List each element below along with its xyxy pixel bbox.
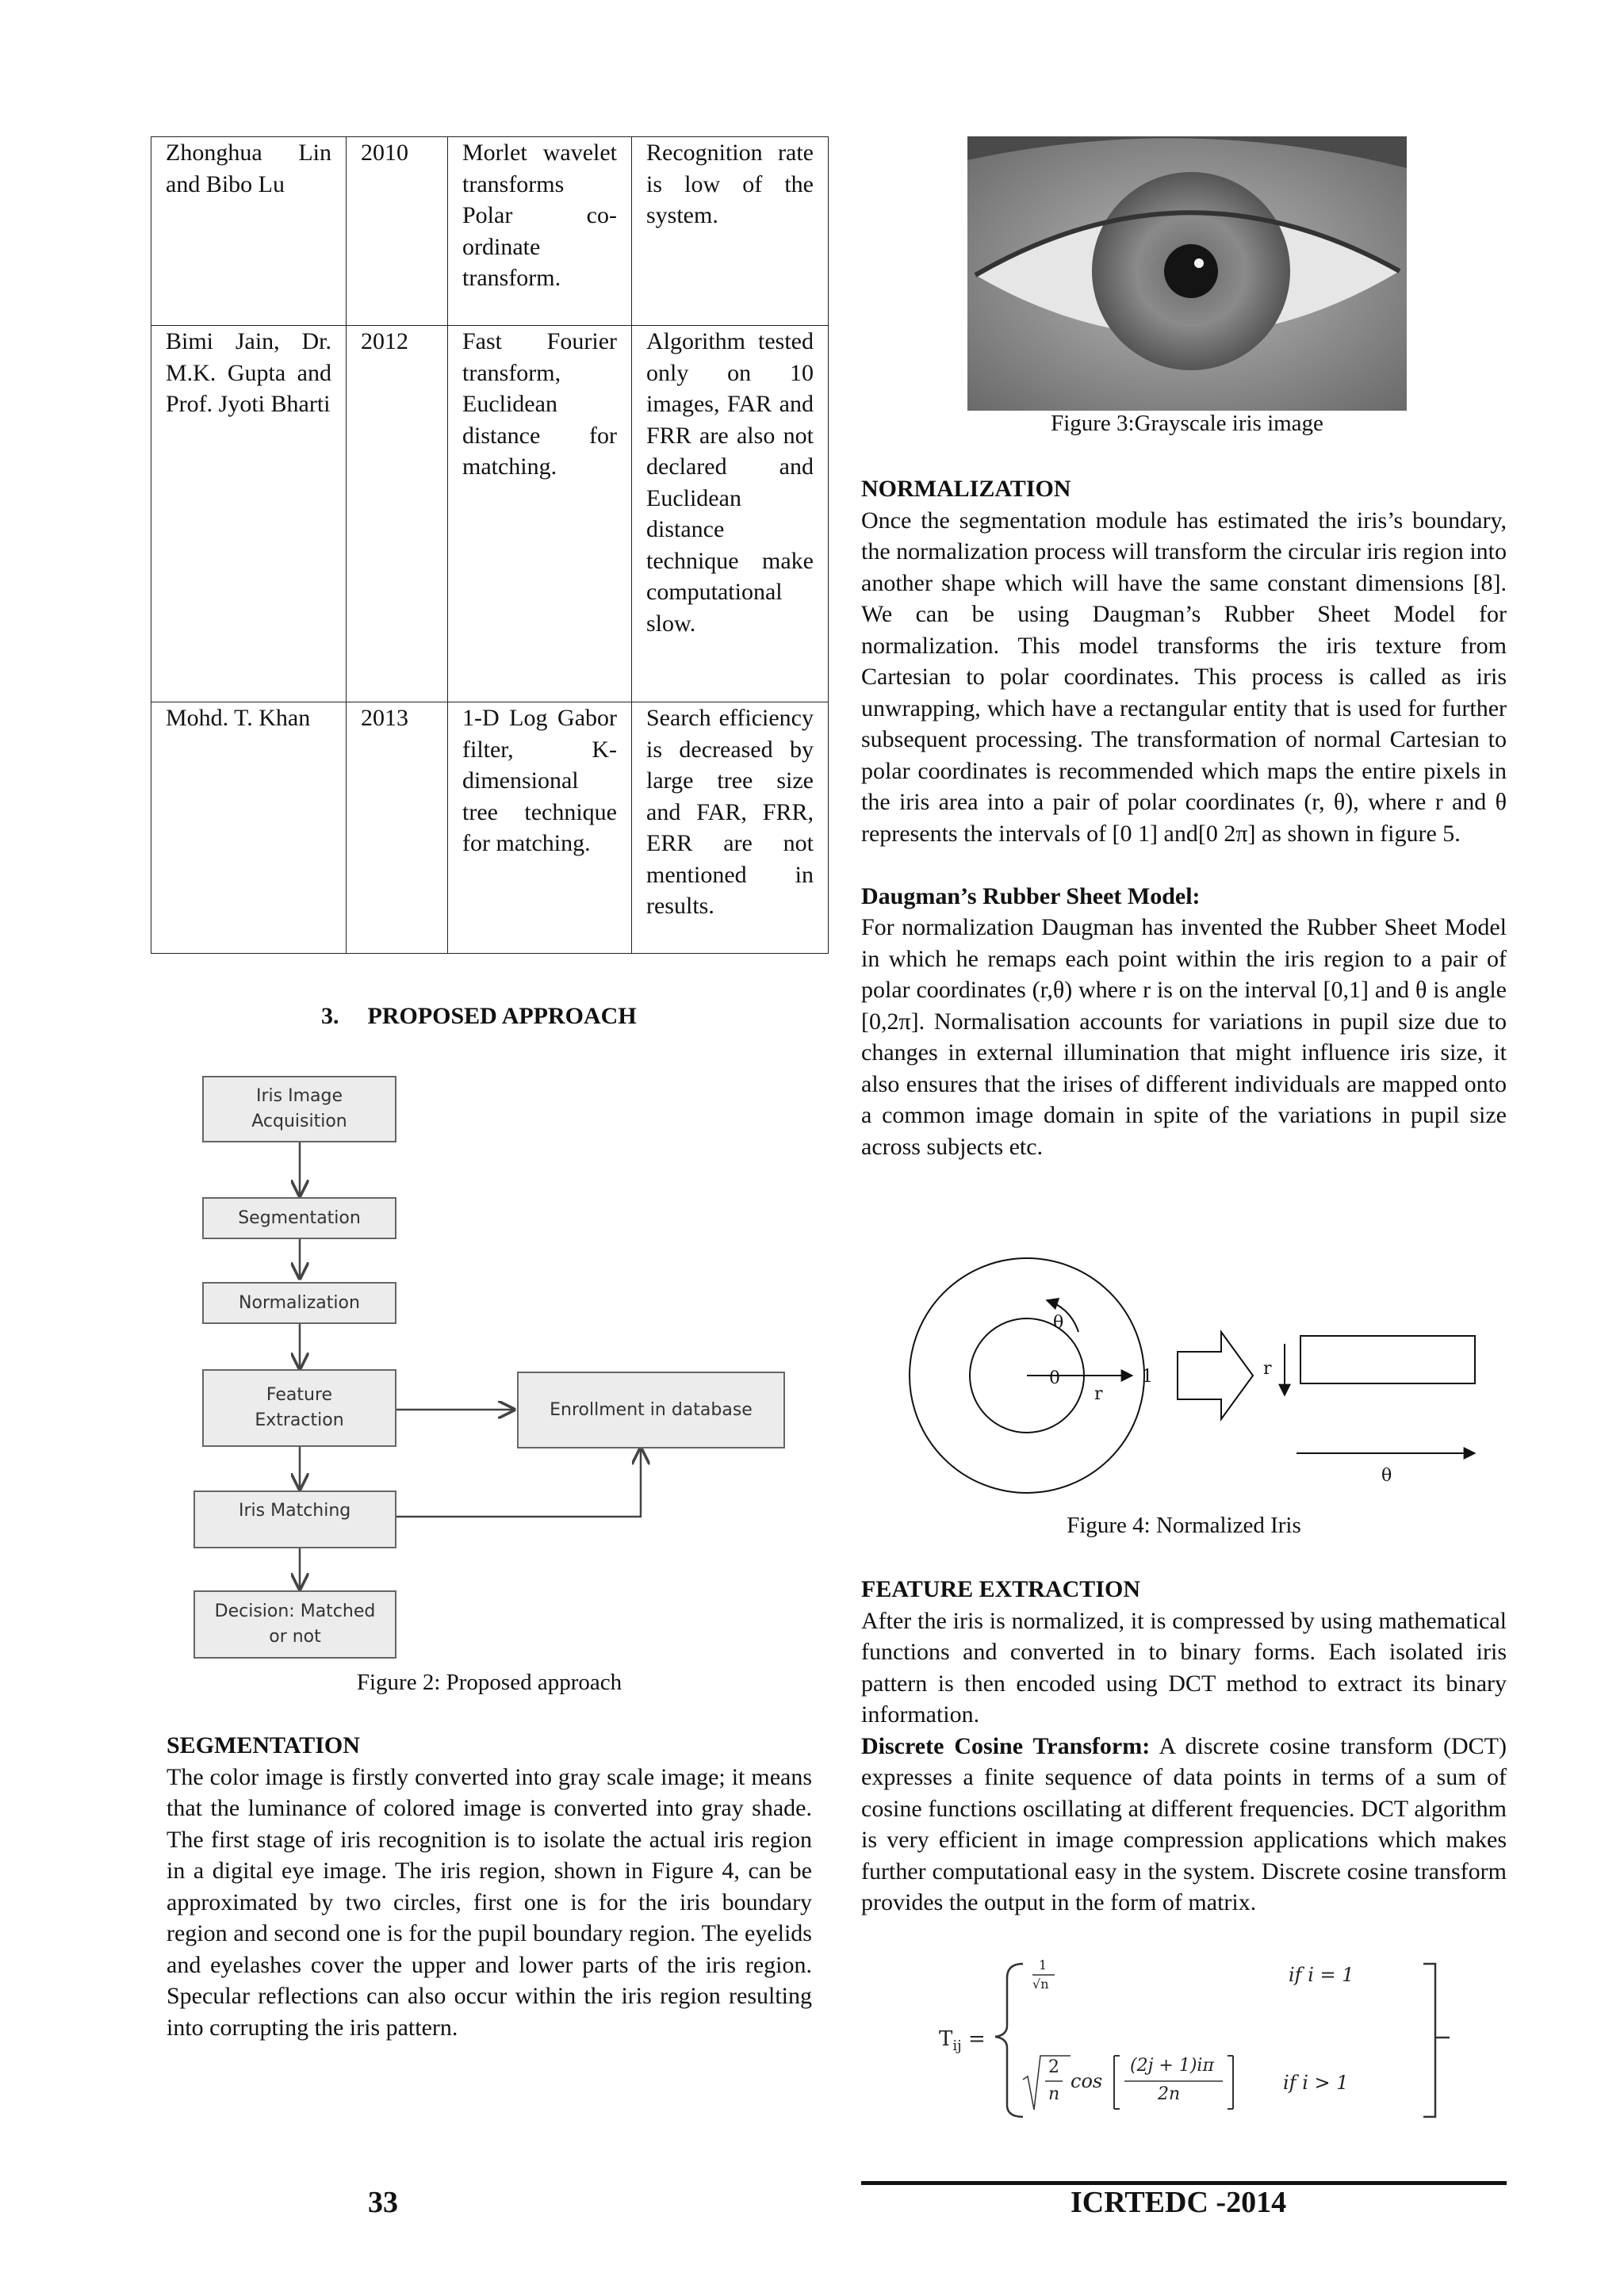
table-row (151, 326, 829, 702)
eq-frac2-num: 2 (1048, 2057, 1059, 2077)
one-label: 1 (1142, 1367, 1153, 1387)
table-row (151, 137, 829, 326)
flow-box-normalization: Normalization (202, 1282, 396, 1324)
page-number: 33 (368, 2186, 398, 2219)
flow-box-acquisition: Iris Image Acquisition (202, 1076, 396, 1142)
figure-4-caption: Figure 4: Normalized Iris (1067, 1513, 1301, 1538)
section-number: 3. (321, 1003, 339, 1029)
eq-arg-den: 2n (1158, 2084, 1181, 2104)
table-cell-year: 2013 (347, 702, 448, 954)
eq-lhs: T (939, 2027, 953, 2051)
eq-sqrt-n: √n (1032, 1976, 1049, 1992)
flow-box-enrollment: Enrollment in database (517, 1372, 785, 1448)
feature-heading: FEATURE EXTRACTION (861, 1576, 1140, 1602)
segmentation-text: The color image is firstly converted into gray scale image; it means that the luminance of colored image is converted into gray shade. The first stage of iris recognition is to isolate the actual iris region in a digital eye image. The iris region, shown in Figure 4, can be approximated by two circles, first one is for the iris boundary region and second one is for the pupil boundary region. The eyelids and eyelashes cover the upper and lower parts of the iris region. Specular reflections can also occur within the iris region resulting into corrupting the iris pattern. (167, 1763, 812, 2041)
table-cell-technique: 1-D Log Gabor filter, K-dimensional tree technique for matching. (448, 702, 632, 954)
table-cell-year: 2012 (347, 326, 448, 702)
literature-table (151, 136, 829, 954)
eq-condition-2: if i > 1 (1283, 2072, 1349, 2094)
eq-arg-num: (2j + 1)iπ (1130, 2056, 1214, 2076)
zero-label: 0 (1049, 1368, 1060, 1388)
table-cell-year: 2010 (347, 137, 448, 326)
eq-subscript: ij (952, 2038, 962, 2055)
table-cell-author: Bimi Jain, Dr. M.K. Gupta and Prof. Jyoti Bharti (151, 326, 347, 702)
daugman-text: For normalization Daugman has invented the Rubber Sheet Model in which he remaps each point within the iris region to a pair of polar coordinates (r,θ) where r is on the interval [0,1] and θ is angle [0,2π]. Normalisation accounts for variations in pupil size due to changes in external illumination that might influence iris size, it also ensures that the irises of different individuals are mapped onto a common image domain in spite of the variations in pupil size across subjects etc. (861, 914, 1507, 1160)
segmentation-section (167, 1730, 812, 2043)
table-cell-author: Mohd. T. Khan (151, 702, 347, 954)
section-heading (321, 1001, 637, 1032)
feature-text: After the iris is normalized, it is compressed by using mathematical functions and converted in to binary forms. Each isolated iris pattern is then encoded using DCT method to extract its binary information. (861, 1607, 1507, 1728)
figure-3-caption: Figure 3:Grayscale iris image (1051, 411, 1323, 436)
flow-box-feature-extraction: Feature Extraction (202, 1369, 396, 1447)
table-cell-limitation: Algorithm tested only on 10 images, FAR and FRR are also not declared and Euclidean distance technique make computational slow. (632, 326, 829, 702)
r-axis-label: r (1263, 1359, 1272, 1379)
section-title: PROPOSED APPROACH (367, 1003, 637, 1029)
table-cell-technique: Morlet wavelet transforms Polar co-ordinate transform. (448, 137, 632, 326)
r-label: r (1094, 1384, 1103, 1404)
eq-condition-1: if i = 1 (1289, 1964, 1354, 1986)
table-cell-technique: Fast Fourier transform, Euclidean distance for matching. (448, 326, 632, 702)
figure-2-caption: Figure 2: Proposed approach (356, 1670, 622, 1695)
table-cell-author: Zhonghua Lin and Bibo Lu (151, 137, 347, 326)
theta-axis-label: θ (1381, 1466, 1392, 1486)
eq-frac1-num: 1 (1039, 1957, 1048, 1973)
feature-extraction-section (861, 1574, 1507, 1919)
dct-label: Discrete Cosine Transform: (861, 1732, 1151, 1759)
grayscale-iris-image (967, 136, 1407, 411)
daugman-heading: Daugman’s Rubber Sheet Model: (861, 882, 1201, 909)
flow-box-decision: Decision: Matched or not (193, 1590, 396, 1659)
theta-label: θ (1053, 1313, 1064, 1333)
segmentation-heading: SEGMENTATION (167, 1732, 360, 1758)
eq-sign: = (967, 2027, 986, 2051)
equation-brackets (904, 1954, 1459, 2121)
normalization-section (861, 473, 1507, 1162)
normalization-text: Once the segmentation module has estimated the iris’s boundary, the normalization process will transform the circular iris region into another shape which will have the same constant dimensions [8]. We can be using Daugman’s Rubber Sheet Model for normalization. This model transforms the iris texture from Cartesian to polar coordinates. This process is called as iris unwrapping, which have a rectangular entity that is used for further subsequent processing. The transformation of normal Cartesian to polar coordinates is recommended which maps the entire pixels in the iris area into a pair of polar coordinates (r, θ), where r and θ represents the intervals of [0 1] and[0 2π] as shown in figure 5. (861, 507, 1507, 847)
eq-frac2-den: n (1048, 2084, 1060, 2104)
table-cell-limitation: Search efficiency is decreased by large tree size and FAR, FRR, ERR are not mentioned in results. (632, 702, 829, 954)
normalized-iris-diagram (896, 1257, 1499, 1494)
normalization-heading: NORMALIZATION (861, 476, 1071, 502)
conference-name: ICRTEDC -2014 (1071, 2186, 1287, 2219)
eq-cos: cos (1071, 2070, 1103, 2092)
flow-box-segmentation: Segmentation (202, 1197, 396, 1239)
dct-text: A discrete cosine transform (DCT) expresses a finite sequence of data points in terms of a sum of cosine functions oscillating at different frequencies. DCT algorithm is very efficient in image compression applications which makes further computational easy in the system. Discrete cosine transform provides the output in the form of matrix. (861, 1732, 1507, 1915)
dct-paragraph (861, 1731, 1507, 1919)
flow-box-matching: Iris Matching (193, 1490, 396, 1548)
table-row (151, 702, 829, 954)
dct-equation (904, 1954, 1459, 2121)
table-cell-limitation: Recognition rate is low of the system. (632, 137, 829, 326)
flowchart-arrows (190, 1070, 801, 1665)
